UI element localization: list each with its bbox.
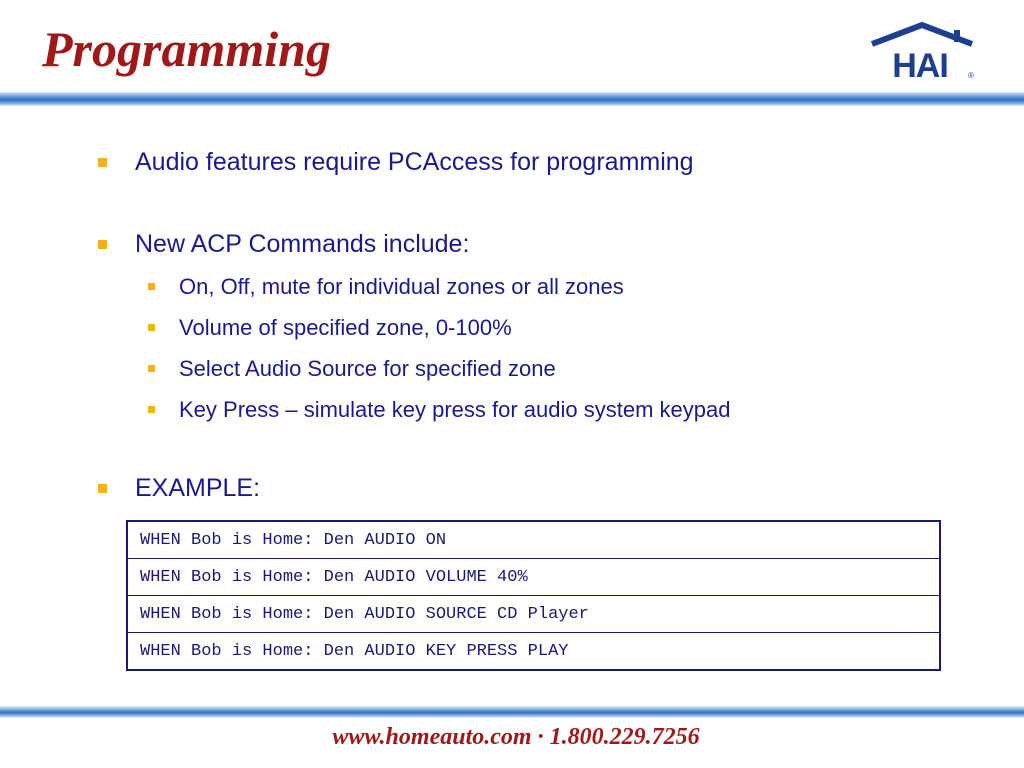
table-row (127, 596, 940, 633)
table-cell: WHEN Bob is Home: Den AUDIO ON (127, 521, 940, 559)
table-cell: WHEN Bob is Home: Den AUDIO SOURCE CD Player (127, 596, 940, 633)
table-cell: WHEN Bob is Home: Den AUDIO VOLUME 40% (127, 559, 940, 596)
table-row (127, 633, 940, 671)
example-table (126, 520, 941, 671)
header-divider (0, 92, 1024, 106)
bullet-text: New ACP Commands include: (135, 230, 470, 258)
footer-separator: · (537, 724, 544, 750)
bullet-marker (148, 283, 155, 290)
logo-mark: ® (968, 71, 974, 80)
bullet-text: Volume of specified zone, 0-100% (179, 315, 512, 340)
footer-website: www.homeauto.com (332, 724, 532, 750)
bullet-marker (98, 158, 107, 167)
table-row (127, 521, 940, 559)
table-row (127, 559, 940, 596)
logo-text: HAI (892, 47, 948, 82)
bullet-text: EXAMPLE: (135, 474, 261, 502)
bullet-text: On, Off, mute for individual zones or all zones (179, 274, 624, 299)
bullet-marker (98, 484, 107, 493)
bullet-marker (148, 365, 155, 372)
footer (0, 724, 1024, 751)
footer-divider (0, 706, 1024, 718)
slide-title: Programming (42, 21, 331, 77)
bullet-marker (148, 406, 155, 413)
bullet-text: Select Audio Source for specified zone (179, 356, 556, 381)
hai-logo (868, 22, 976, 82)
bullet-marker (148, 324, 155, 331)
footer-phone: 1.800.229.7256 (549, 724, 700, 750)
table-cell: WHEN Bob is Home: Den AUDIO KEY PRESS PLAY (127, 633, 940, 671)
bullet-marker (98, 240, 107, 249)
bullet-text: Audio features require PCAccess for programming (135, 148, 694, 176)
bullet-text: Key Press – simulate key press for audio system keypad (179, 397, 731, 422)
